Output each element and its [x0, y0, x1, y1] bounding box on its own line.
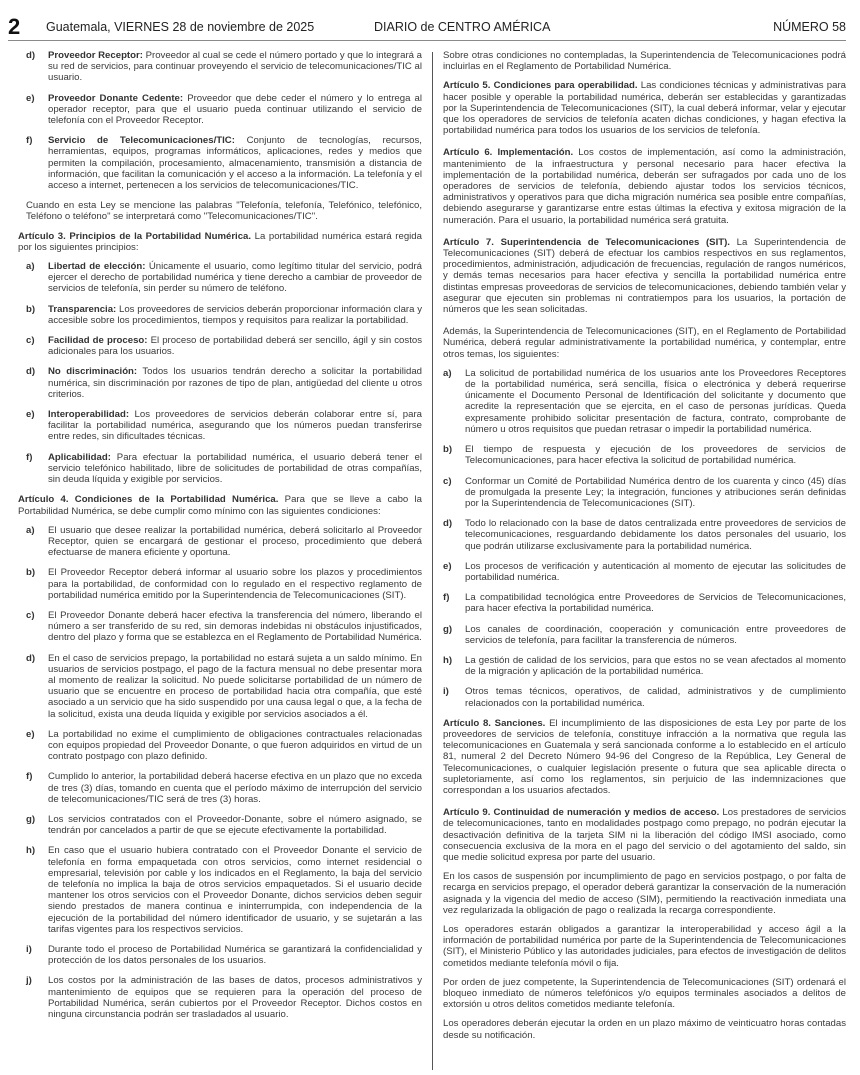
regulation-item: g) Los canales de coordinación, cooperación y comunicación entre proveedores de servicios de telefonía, para facilitar la transferencia de números.: [443, 623, 846, 646]
regulation-item: i) Otros temas técnicos, operativos, de calidad, administrativos y de cumplimiento relacionados con la portabilidad numérica.: [443, 686, 846, 709]
principle-item: f) Aplicabilidad: Para efectuar la portabilidad numérica, el usuario deberá tener el servicio telefónico habilitado, libre de solicitudes de portabilidad de otras compañías, sin deuda líquida y exigible por servicios.: [26, 451, 422, 486]
article-3-title: Artículo 3. Principios de la Portabilidad Numérica.: [18, 230, 252, 242]
principle-item: b) Transparencia: Los proveedores de servicios deberán proporcionar información clara y accesible sobre los procedimientos, tiempos y requisitos para realizar la portabilidad.: [26, 303, 422, 326]
article-7: Artículo 7. Superintendencia de Telecomunicaciones (SIT). La Superintendencia de Telecomunicaciones (SIT) deberá de efectuar los cambios respectivos en sus reglamentos, procedimientos, administración, adjudicación de frecuencias, regulación de rangos numéricos, y demás temas necesarios para hacer efectiva y sencilla la portabilidad numérica entre distintas empresas proveedoras de servicios de telecomunicaciones, debiendo también velar y asegurar que ejecuten sin problemas ni contratiempos para los usuarios, la portación de números que les sean solicitadas.: [443, 236, 847, 316]
article-7-list: [443, 368, 846, 709]
right-column: [443, 50, 846, 1049]
article-7-title: Artículo 7. Superintendencia de Telecomunicaciones (SIT).: [443, 236, 730, 248]
page-number: 2: [8, 14, 21, 39]
page-header: [8, 14, 846, 41]
regulation-item: d) Todo lo relacionado con la base de datos centralizada entre proveedores de servicios de telecomunicaciones, resguardando debidamente los datos personales del usuario, los que podrán utilizarse exclusivamente para la portabilidad numérica.: [443, 518, 846, 552]
article-9-para: Los operadores estarán obligados a garantizar la interoperabilidad y acceso ágil a la información de portabilidad numérica por parte de la Superintendencia de Telecomunicaciones (SIT), el Ministerio Público y las autoridades judiciales, para efectos de investigación de delitos cometidos mediante telefonía móvil o fija.: [443, 924, 846, 969]
definitions-note: Cuando en esta Ley se mencione las palabras "Telefonía, telefonía, Telefónico, telefónico, Teléfono o teléfono" se interpretará como "Telecomunicaciones/TIC".: [26, 200, 422, 223]
regulation-item: h) La gestión de calidad de los servicios, para que estos no se vean afectados al momento de la migración y aplicación de la portabilidad numérica.: [443, 654, 846, 678]
article-6: Artículo 6. Implementación. Los costos de implementación, así como la administración, mantenimiento de la infraestructura y personal necesario para hacer efectiva la implementación de la portabilidad numérica, deberán ser sufragados por cada uno de los operadores de servicios de telefonía, debiendo ajustar todos los servicios técnicos, administrativos y operativos para que dicha migración numérica sea posible entre compañías, debiendo asegurarse y garantizarse entre estas últimas la efectiva y exitosa migración de la numeración. Para el usuario, la portabilidad numérica será gratuita.: [443, 147, 846, 226]
condition-item: i) Durante todo el proceso de Portabilidad Numérica se garantizará la confidencialidad y protección de los datos personales de los usuarios.: [26, 944, 422, 967]
condition-item: h) En caso que el usuario hubiera contratado con el Proveedor Donante el servicio de telefonía en forma empaquetada con otros servicios, como internet residencial o empresarial, televisión por cable y los indicados en el Reglamento, la baja del servicio de telefonía no implica la baja de otros servicios empaquetados. Si el usuario decide mantener los otros servicios con el Proveedor Donante, dichos servicios deben seguir siendo prestados de manera continua e ininterrumpida, con independencia de la ejecución de la portabilidad del número identificador de usuario, y se sujetarán a las tarifas vigentes para los respectivos servicios.: [26, 845, 422, 935]
principle-item: a) Libertad de elección: Únicamente el usuario, como legítimo titular del servicio, podrá ejercer el derecho de portabilidad numérica y tiene derecho a cambiar de proveedor de servicios de telefonía, sin perder su número de teléfono.: [26, 261, 422, 295]
article-5: Artículo 5. Condiciones para operabilidad. Las condiciones técnicas y administrativas para hacer posible y operable la portabilidad numérica, deberán ser establecidas y garantizadas por la Superintendencia de Telecomunicaciones (SIT), la cual deberá informar, velar y ejecutar que los operadores de servicios de telefonía acaten dichas condiciones, y hagan efectiva la portabilidad numérica para todos los usuarios de los servicios de telefonía.: [443, 80, 846, 137]
regulation-item: c) Conformar un Comité de Portabilidad Numérica dentro de los cuarenta y cinco (45) días de promulgada la presente Ley; la integración, funciones y atribuciones serán definidas por la Superintendencia de Telecomunicaciones (SIT).: [443, 475, 846, 509]
article-9: Artículo 9. Continuidad de numeración y medios de acceso. Los prestadores de servicios de telecomunicaciones, tanto en modalidades postpago como prepago, no podrán ejecutar la desactivación definitiva de la tarjeta SIM ni la liberación del código IMSI asociado, como consecuencia exclusiva de la mora en el pago del servicio o del agotamiento del saldo, sin que medie solicitud expresa por parte del usuario.: [443, 807, 846, 863]
regulation-item: e) Los procesos de verificación y autenticación al momento de ejecutar las solicitudes de portabilidad numérica.: [443, 560, 846, 583]
condition-item: b) El Proveedor Receptor deberá informar al usuario sobre los plazos y procedimientos para la portabilidad, de conformidad con lo regulado en el respectivo reglamento de portabilidad numérica emitido por la Superintendencia de Telecomunicaciones (SIT).: [26, 567, 422, 601]
article-4-closing: Sobre otras condiciones no contempladas, la Superintendencia de Telecomunicaciones podrá incluirlas en el Reglamento de Portabilidad Numérica.: [443, 50, 846, 73]
definition-item: e) Proveedor Donante Cedente: Proveedor que debe ceder el número y lo entrega al operador receptor, para que el usuario pueda continuar utilizando el servicio de telefonía con el Proveedor Receptor.: [26, 92, 422, 127]
condition-item: a) El usuario que desee realizar la portabilidad numérica, deberá solicitarlo al Proveedor Receptor, quien se encargará de gestionar el proceso, procedimiento que deberá efectuarse de manera eficiente y oportuna.: [26, 524, 422, 559]
condition-item: c) El Proveedor Donante deberá hacer efectiva la transferencia del número, liberando el número a ser transferido de su red, sin demoras indebidas ni obstáculos injustificados, dentro del plazo y forma que se establezca en el Reglamento de Portabilidad Numérica.: [26, 609, 422, 644]
column-divider: [432, 52, 433, 1070]
definition-item: f) Servicio de Telecomunicaciones/TIC: Conjunto de tecnologías, recursos, herramientas, equipos, programas informáticos, aplicaciones, redes y medios que permiten la compilación, procesamiento, almacenamiento, transmisión a distancia de información, que facilitan la comunicación y el acceso a la información. La telefonía y el acceso a internet, pertenecen a los servicios de telecomunicaciones/TIC.: [26, 135, 422, 192]
article-7-para2: Además, la Superintendencia de Telecomunicaciones (SIT), en el Reglamento de Portabilidad Numérica, deberá regular administrativamente la portabilidad numérica, y contemplar, entre otros temas, los siguientes:: [443, 326, 846, 360]
condition-item: d) En el caso de servicios prepago, la portabilidad no estará sujeta a un saldo mínimo. En usuarios de servicios postpago, el pago de la factura mensual no debe presentar mora al momento de realizar la solicitud. No puede solicitarse portabilidad de un número de usuario que se encuentre en proceso de portabilidad hacia otra compañía, que esté asociado a un servicio que ha sido suspendido por una causa legal o que, a la fecha de la solicitud, exista una deuda líquida y exigible por servicios asociados a él.: [26, 652, 422, 720]
article-4: Artículo 4. Condiciones de la Portabilidad Numérica. Para que se lleve a cabo la Portabilidad Numérica, se debe cumplir como mínimo con las siguientes condiciones:: [18, 494, 423, 517]
regulation-item: f) La compatibilidad tecnológica entre Proveedores de Servicios de Telecomunicaciones, para hacer efectiva la portabilidad numérica.: [443, 592, 846, 615]
condition-item: g) Los servicios contratados con el Proveedor-Donante, sobre el número asignado, se tendrán por cancelados a partir de que se ejecute efectivamente la portabilidad.: [26, 813, 422, 837]
condition-item: e) La portabilidad no exime el cumplimiento de obligaciones contractuales relacionadas con equipos propiedad del Proveedor Donante, o que fueron adquiridos en virtud de un contrato postpago con plazo definido.: [26, 728, 422, 763]
regulation-item: a) La solicitud de portabilidad numérica de los usuarios ante los Proveedores Receptores de la portabilidad numérica, será sencilla, física o electrónica y deberá requerirse únicamente el Documento Personal de Identificación del solicitante y documento que acredite la representación que se ejercita, en el caso de personas jurídicas. Queda expresamente prohibido solicitar presentación de factura, contrato, comprobante de número u otros requisitos que puedan retrasar o impedir la portabilidad numérica.: [443, 367, 846, 435]
article-9-para: Por orden de juez competente, la Superintendencia de Telecomunicaciones (SIT) ordenará el bloqueo inmediato de números telefónicos y/o equipos terminales asociados a delitos de extorsión u otros delitos cometidos mediante telefonía.: [443, 976, 846, 1011]
condition-item: f) Cumplido lo anterior, la portabilidad deberá hacerse efectiva en un plazo que no exceda de tres (3) días, tomando en cuenta que el período máximo de interrupción del servicio de telecomunicaciones/TIC será de tres (3) horas.: [26, 771, 422, 805]
condition-item: j) Los costos por la administración de las bases de datos, procesos administrativos y mantenimiento de equipos que se requieren para la operación del proceso de Portabilidad Numérica, serán cubiertos por el Proveedor Receptor. Dichos costos en ninguna circunstancia podrán ser trasladados al usuario.: [26, 975, 422, 1021]
article-3-list: [18, 261, 422, 485]
article-9-para: Los operadores deberán ejecutar la orden en un plazo máximo de veinticuatro horas contadas desde su notificación.: [443, 1018, 846, 1041]
article-3: Artículo 3. Principios de la Portabilidad Numérica. La portabilidad numérica estará regida por los siguientes principios:: [18, 230, 422, 253]
issue-number: NÚMERO 58: [773, 20, 846, 34]
definition-item: d) Proveedor Receptor: Proveedor al cual se cede el número portado y que lo integrará a su red de servicios, para continuar proveyendo el servicio de telecomunicaciones/TIC al usuario.: [26, 50, 423, 84]
article-6-title: Artículo 6. Implementación.: [443, 147, 574, 159]
principle-item: c) Facilidad de proceso: El proceso de portabilidad deberá ser sencillo, ágil y sin costos adicionales para los usuarios.: [26, 335, 422, 358]
article-9-title: Artículo 9. Continuidad de numeración y medios de acceso.: [443, 807, 720, 819]
article-4-title: Artículo 4. Condiciones de la Portabilidad Numérica.: [18, 494, 279, 506]
article-8-title: Artículo 8. Sanciones.: [443, 717, 546, 729]
article-9-para: En los casos de suspensión por incumplimiento de pago en servicios postpago, o por falta de recarga en servicios prepago, el operador deberá garantizar la conservación de la numeración asignada y la vigencia del medio de acceso (SIM), permitiendo la reactivación inmediata una vez regularizada la obligación de pago o realizada la recarga correspondiente.: [443, 871, 846, 916]
article-8: Artículo 8. Sanciones. El incumplimiento de las disposiciones de esta Ley por parte de los proveedores de servicios de telefonía, constituye infracción a la normativa que regula las telecomunicaciones en Guatemala y será sancionada conforme a lo establecido en el artículo 81, numeral 2 del Decreto Número 94-96 del Congreso de la República, Ley General de Telecomunicaciones, o cualquier legislación presente o futura que sea aplicable directa o supletoriamente, así como los reglamentos, sin perjuicio de las indemnizaciones que correspondan a los usuarios afectados.: [443, 717, 846, 796]
principle-item: e) Interoperabilidad: Los proveedores de servicios deberán colaborar entre sí, para facilitar la portabilidad numérica, asegurando que los números puedan transferirse entre redes, sin dificultades técnicas.: [26, 409, 422, 443]
principle-item: d) No discriminación: Todos los usuarios tendrán derecho a solicitar la portabilidad numérica, sin discriminación por razones de tipo de plan, antigüedad del cliente u otros criterios.: [26, 366, 423, 400]
article-4-list: [18, 525, 422, 1021]
article-5-title: Artículo 5. Condiciones para operabilidad.: [443, 80, 638, 92]
left-column: [18, 50, 422, 1029]
publication-name: DIARIO de CENTRO AMÉRICA: [374, 20, 551, 34]
publication-date: Guatemala, VIERNES 28 de noviembre de 2025: [46, 20, 315, 34]
regulation-item: b) El tiempo de respuesta y ejecución de los proveedores de servicios de Telecomunicaciones, para hacer efectiva la solicitud de portabilidad numérica.: [443, 444, 846, 467]
